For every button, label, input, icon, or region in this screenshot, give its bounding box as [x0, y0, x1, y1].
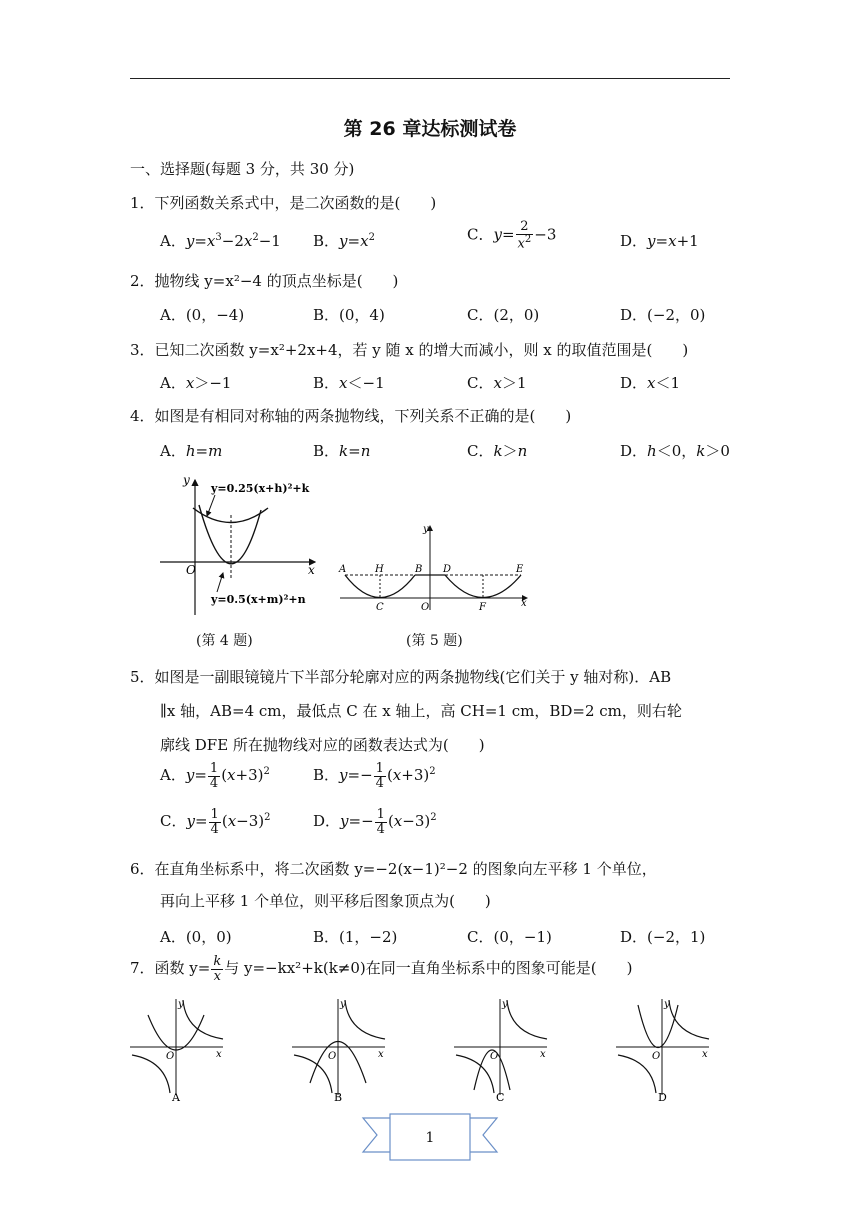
svg-text:O: O: [490, 1051, 499, 1062]
point-a-label: A: [339, 564, 347, 575]
point-c-label: C: [376, 602, 384, 613]
right-lens-curve: [445, 575, 521, 598]
y-axis-label: y: [423, 524, 429, 535]
q1-option-d: D．y=x+1: [620, 232, 699, 250]
svg-text:y: y: [178, 999, 184, 1010]
q5-option-c: C．y= $\frac{1}{4}$ $(x-3)^2$: [160, 807, 271, 837]
point-e-label: E: [516, 564, 524, 575]
q2-option-a: A．(0，−4): [160, 306, 245, 324]
svg-text:y: y: [340, 999, 346, 1010]
q7-graph-d: [614, 995, 714, 1105]
question-4-stem: 4．如图是有相同对称轴的两条抛物线，下列关系不正确的是( ): [130, 407, 572, 425]
question-5-stem-line-2: ∥x 轴，AB=4 cm，最低点 C 在 x 轴上，高 CH=1 cm，BD=2 cm，则右轮: [160, 702, 682, 720]
point-b-label: B: [415, 564, 423, 575]
figure-4: [155, 470, 325, 620]
q1-option-b: B．$y=x^2$: [313, 232, 375, 250]
graph-b-label: B: [334, 1091, 343, 1104]
lower-parabola-label: y=0.5(x+m)²+n: [211, 593, 306, 606]
q6-option-c: C．(0，−1): [467, 928, 552, 946]
q5-option-b: B．y=− $\frac{1}{4}$ $(x+3)^2$: [313, 761, 436, 791]
q2-option-c: C．(2，0): [467, 306, 540, 324]
question-7-stem: 7．函数 y= $\frac{k}{x}$ 与 y=−kx²+k(k≠0)在同一直角坐标系中的图象可能是( ): [130, 954, 633, 984]
section-heading: 一、选择题(每题 3 分，共 30 分): [130, 160, 355, 178]
question-5-stem-line-1: 5．如图是一副眼镜镜片下半部分轮廓对应的两条抛物线(它们关于 y 轴对称)．AB: [130, 668, 672, 686]
point-f-label: F: [479, 602, 486, 613]
q6-option-a: A．(0，0): [160, 928, 232, 946]
svg-text:x: x: [702, 1049, 708, 1060]
header-rule: [130, 78, 730, 79]
question-2-stem: 2．抛物线 y=x²−4 的顶点坐标是( ): [130, 272, 399, 290]
svg-text:x: x: [540, 1049, 546, 1060]
q7-graph-c: [452, 995, 552, 1105]
point-d-label: D: [443, 564, 452, 575]
question-6-stem-line-2: 再向上平移 1 个单位，则平移后图象顶点为( ): [160, 892, 491, 910]
q5-option-a: A．y= $\frac{1}{4}$ $(x+3)^2$: [160, 761, 270, 791]
svg-text:O: O: [328, 1051, 337, 1062]
svg-text:x: x: [378, 1049, 384, 1060]
svg-text:O: O: [166, 1051, 175, 1062]
x-axis-label: x: [521, 598, 527, 609]
q4-option-d: D．h＜0，k＞0: [620, 442, 730, 460]
y-axis-label: y: [183, 473, 190, 487]
question-5-stem-line-3: 廓线 DFE 所在抛物线对应的函数表达式为( ): [160, 736, 485, 754]
q6-option-b: B．(1，−2): [313, 928, 398, 946]
page-number: 1: [425, 1130, 435, 1146]
figure-5: [335, 520, 535, 615]
svg-text:y: y: [664, 999, 670, 1010]
question-1-stem: 1．下列函数关系式中，是二次函数的是( ): [130, 194, 437, 212]
q1-option-c: C．y= $\frac{2}{x^2}$ −3: [467, 219, 557, 251]
figure-5-caption: (第 5 题): [406, 633, 463, 649]
q4-option-a: A．h=m: [160, 442, 223, 460]
x-axis-label: x: [308, 563, 315, 577]
upper-parabola-label: y=0.25(x+h)²+k: [211, 482, 310, 495]
question-3-stem: 3．已知二次函数 y=x²+2x+4，若 y 随 x 的增大而减小，则 x 的取值范围是( ): [130, 341, 689, 359]
figure-4-caption: (第 4 题): [196, 633, 253, 649]
q2-option-d: D．(−2，0): [620, 306, 706, 324]
point-h-label: H: [375, 564, 384, 575]
svg-text:x: x: [216, 1049, 222, 1060]
upper-label-arrow: [207, 495, 215, 516]
q5-option-d: D．y=− $\frac{1}{4}$ $(x-3)^2$: [313, 807, 437, 837]
origin-label: O: [186, 563, 196, 577]
q7-graph-a: [128, 995, 228, 1105]
q4-option-b: B．k=n: [313, 442, 371, 460]
svg-text:O: O: [652, 1051, 661, 1062]
q4-option-c: C．k＞n: [467, 442, 528, 460]
question-6-stem-line-1: 6．在直角坐标系中，将二次函数 y=−2(x−1)²−2 的图象向左平移 1 个单位，: [130, 860, 657, 878]
page-title: 第 26 章达标测试卷: [343, 118, 517, 140]
q1-option-a: A．$y=x^3-2x^2-1$: [160, 232, 281, 250]
graph-a-label: A: [172, 1091, 180, 1104]
origin-label: O: [421, 602, 430, 613]
q3-option-c: C．x＞1: [467, 374, 527, 392]
q2-option-b: B．(0，4): [313, 306, 385, 324]
q3-option-a: A．x＞−1: [160, 374, 232, 392]
svg-text:y: y: [502, 999, 508, 1010]
q6-option-d: D．(−2，1): [620, 928, 706, 946]
q3-option-b: B．x＜−1: [313, 374, 385, 392]
lower-label-arrow: [217, 573, 223, 592]
graph-d-label: D: [658, 1091, 667, 1104]
q3-option-d: D．x＜1: [620, 374, 681, 392]
q7-graph-b: [290, 995, 390, 1105]
left-lens-curve: [345, 575, 415, 598]
graph-c-label: C: [496, 1091, 505, 1104]
